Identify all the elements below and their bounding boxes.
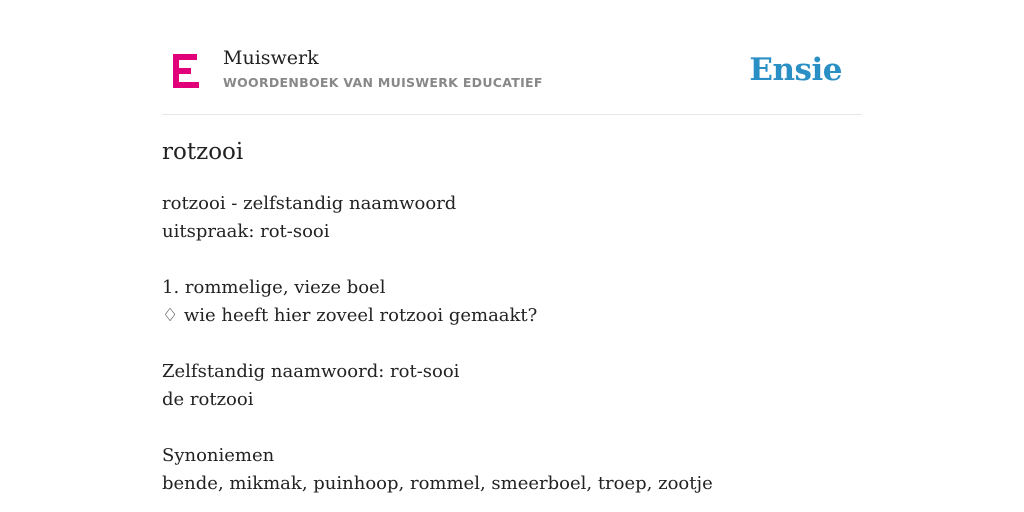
spacer	[162, 246, 862, 274]
logo-bar-top	[173, 54, 197, 60]
brand-name[interactable]: Muiswerk	[223, 47, 319, 69]
word-class-line: rotzooi - zelfstandig naamwoord	[162, 193, 457, 214]
spacer	[162, 330, 862, 358]
site-header	[162, 40, 862, 115]
brand-subtitle: WOORDENBOEK VAN MUISWERK EDUCATIEF	[223, 75, 543, 90]
article-line: de rotzooi	[162, 389, 254, 410]
definition-line: 1. rommelige, vieze boel	[162, 277, 386, 298]
dictionary-entry	[162, 190, 862, 498]
logo-bar-bottom	[173, 82, 199, 88]
example-line: ♢ wie heeft hier zoveel rotzooi gemaakt?	[162, 305, 538, 326]
ensie-logo-link[interactable]: Ensie	[749, 52, 842, 88]
synonyms-heading: Synoniemen	[162, 445, 275, 466]
spacer	[162, 414, 862, 442]
main-content	[162, 136, 862, 498]
page-title: rotzooi	[162, 139, 244, 165]
logo-bar-middle	[173, 68, 191, 74]
noun-line: Zelfstandig naamwoord: rot-sooi	[162, 361, 460, 382]
muiswerk-logo-icon[interactable]	[173, 54, 199, 88]
pronunciation-line: uitspraak: rot-sooi	[162, 221, 330, 242]
synonyms-line: bende, mikmak, puinhoop, rommel, smeerboel, troep, zootje	[162, 473, 713, 494]
